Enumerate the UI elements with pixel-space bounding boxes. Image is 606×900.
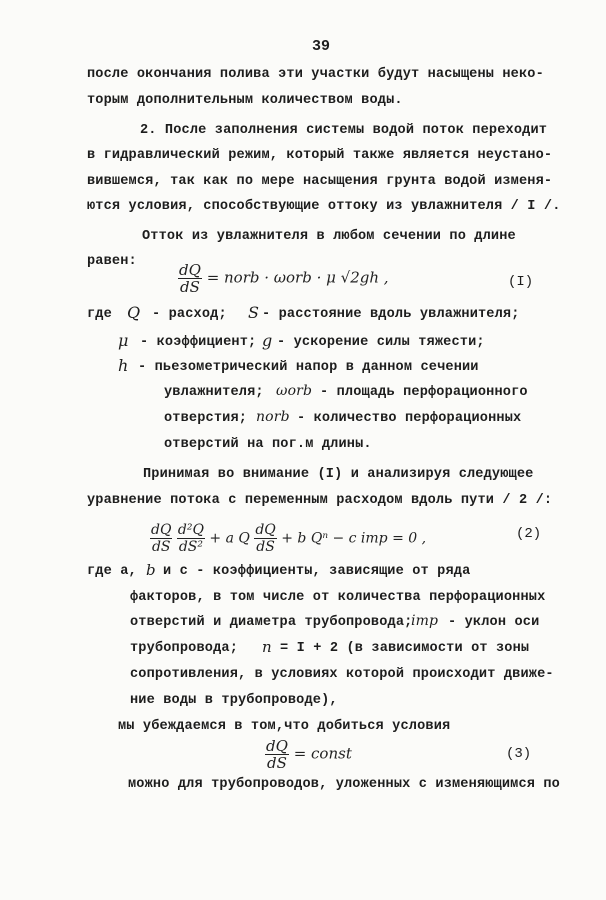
page-number: 39 [312,38,331,55]
text-line: и с - коэффициенты, зависящие от ряда [163,564,471,579]
text-line: - ускорение силы тяжести; [277,335,485,350]
equation-rhs: = const [293,744,352,763]
fraction: $\frac{\text{d²Q}}{\text{dS²}}$ [177,522,204,555]
text-line: Отток из увлажнителя в любом сечении по длине [142,229,516,244]
text-line: - площадь перфорационного [320,385,528,400]
text-line: отверстия; [164,411,248,426]
text-line: где а, [87,564,137,579]
symbol-q: Q [127,303,141,322]
text-line: 2. После заполнения системы водой поток переходит [140,123,548,138]
fraction: $\frac{dQ}{dS}$ [255,522,276,555]
equation-term: + a Q [209,530,250,547]
fraction: $\frac{dQ}{dS}$ [151,522,172,555]
text-line: - пьезометрический напор в данном сечении [138,360,479,375]
text-line: после окончания полива эти участки будут насыщены неко- [87,67,544,82]
text-line: отверстий и диаметра трубопровода; [130,615,413,630]
symbol-mu: μ [118,331,129,350]
text-line: ются условия, способствующие оттоку из увлажнителя / I /. [87,199,561,214]
text-line: - расстояние вдоль увлажнителя; [262,307,520,322]
text-line: можно для трубопроводов, уложенных с изменяющимся по [128,777,560,792]
symbol-i-tr: iтр [411,613,439,629]
equation-label-2: (2) [516,526,542,542]
symbol-s: S [248,303,260,322]
text-line: увлажнителя; [164,385,264,400]
text-line: = I + 2 (в зависимости от зоны [280,641,530,656]
text-line: факторов, в том числе от количества перфорационных [130,590,546,605]
text-line: - расход; [152,307,227,322]
equation-2 [150,522,426,555]
symbol-b: b [146,561,156,579]
text-line: - уклон оси [448,615,540,630]
symbol-omega-orb: ωorb [276,383,313,399]
fraction: $\frac{dQ}{dS}$ [266,737,288,772]
text-line: - количество перфорационных [297,411,522,426]
text-line: - коэффициент; [140,335,257,350]
text-line: вившемся, так как по мере насыщения грунта водой изменя- [87,174,553,189]
text-line: ние воды в трубопроводе), [130,693,338,708]
equation-label-1: (I) [508,274,534,290]
text-line: уравнение потока с переменным расходом вдоль пути / 2 /: [87,493,553,508]
text-line: мы убеждаемся в том,что добиться условия [118,719,451,734]
symbol-g: g [262,331,273,350]
text-line: отверстий на пог.м длины. [164,437,372,452]
text-line: сопротивления, в условиях которой происходит движе- [130,667,554,682]
equation-1 [178,262,389,295]
text-line: в гидравлический режим, который также является неустано- [87,148,553,163]
equation-3 [265,738,352,771]
symbol-h: h [118,356,129,375]
text-line: трубопровода; [130,641,238,656]
symbol-n-orb: norb [256,409,290,425]
text-line: равен: [87,254,137,269]
text-line: Принимая во внимание (I) и анализируя следующее [143,467,534,482]
symbol-n: n [262,638,272,656]
where-label: где [87,307,112,322]
fraction: $\frac{dQ}{dS}$ [179,261,201,296]
text-line: торым дополнительным количеством воды. [87,93,403,108]
equation-rhs: = norb · ωorb · μ √2gh , [206,268,389,287]
equation-rhs: + b Qⁿ − c iтр = 0 , [281,530,427,547]
equation-label-3: (3) [506,746,532,762]
